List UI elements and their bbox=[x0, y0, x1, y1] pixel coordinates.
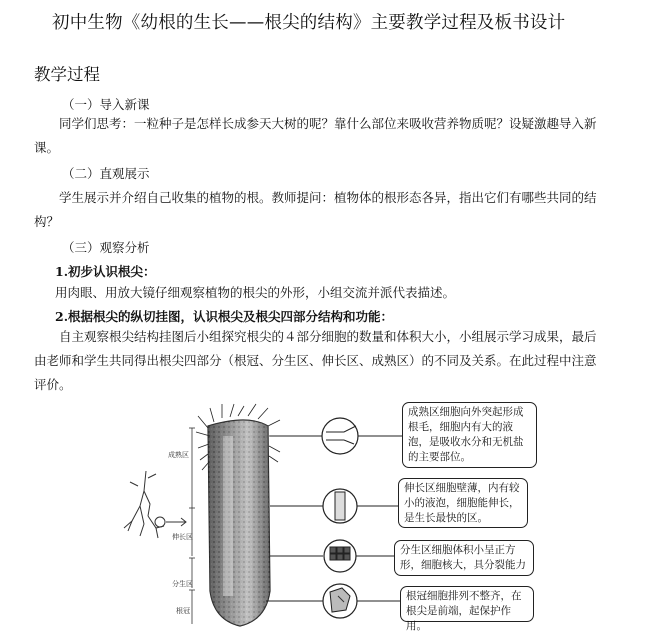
zone-label-root-cap: 根冠 bbox=[176, 607, 190, 615]
section-2-paragraph: 学生展示并介绍自己收集的植物的根。教师提问：植物体的根形态各异，指出它们有哪些共同的结构？ bbox=[34, 190, 597, 229]
document-title: 初中生物《幼根的生长——根尖的结构》主要教学过程及板书设计 bbox=[52, 13, 566, 33]
step-2-label: 2.根据根尖的纵切挂图，认识根尖及根尖四部分结构和功能： bbox=[55, 309, 394, 324]
zone-label-meristem: 分生区 bbox=[172, 580, 193, 588]
callout-meristem-zone: 分生区细胞体积小呈正方形，细胞核大，具分裂能力 bbox=[394, 540, 534, 576]
section-3-heading: （三）观察分析 bbox=[62, 240, 150, 255]
process-heading: 教学过程 bbox=[34, 65, 100, 84]
zone-label-elongation: 伸长区 bbox=[172, 533, 193, 541]
zone-brackets bbox=[189, 428, 195, 624]
root-tip-diagram bbox=[118, 396, 538, 632]
meristem-cells bbox=[330, 547, 350, 560]
section-1-heading: （一）导入新课 bbox=[62, 97, 150, 112]
elongation-cell bbox=[335, 492, 345, 520]
callout-elongation-zone: 伸长区细胞壁薄，内有较小的液泡，细胞能伸长，是生长最快的区。 bbox=[398, 478, 528, 528]
callout-maturation-zone: 成熟区细胞向外突起形成根毛，细胞内有大的液泡，是吸收水分和无机盐的主要部位。 bbox=[402, 402, 537, 468]
callout-root-cap: 根冠细胞排列不整齐，在根尖是前端，起保护作用。 bbox=[400, 586, 534, 622]
zone-label-maturation: 成熟区 bbox=[168, 451, 189, 459]
seedling-root-sketch bbox=[124, 471, 165, 538]
section-2-heading: （二）直观展示 bbox=[62, 166, 150, 181]
connector-lines bbox=[266, 436, 323, 601]
step-2-text: 自主观察根尖结构挂图后小组探究根尖的４部分细胞的数量和体积大小，小组展示学习成果，最后由老师和学生共同得出根尖四部分（根冠、分生区、伸长区、成熟区）的不同及关系。在此过程中注意评价。 bbox=[34, 329, 597, 392]
step-1-text: 用肉眼、用放大镜仔细观察植物的根尖的外形，小组交流并派代表描述。 bbox=[55, 285, 456, 300]
step-1-label: 1.初步认识根尖： bbox=[55, 264, 156, 279]
section-1-paragraph: 同学们思考：一粒种子是怎样长成参天大树的呢？靠什么部位来吸收营养物质呢？设疑激趣导入新课。 bbox=[34, 116, 597, 155]
